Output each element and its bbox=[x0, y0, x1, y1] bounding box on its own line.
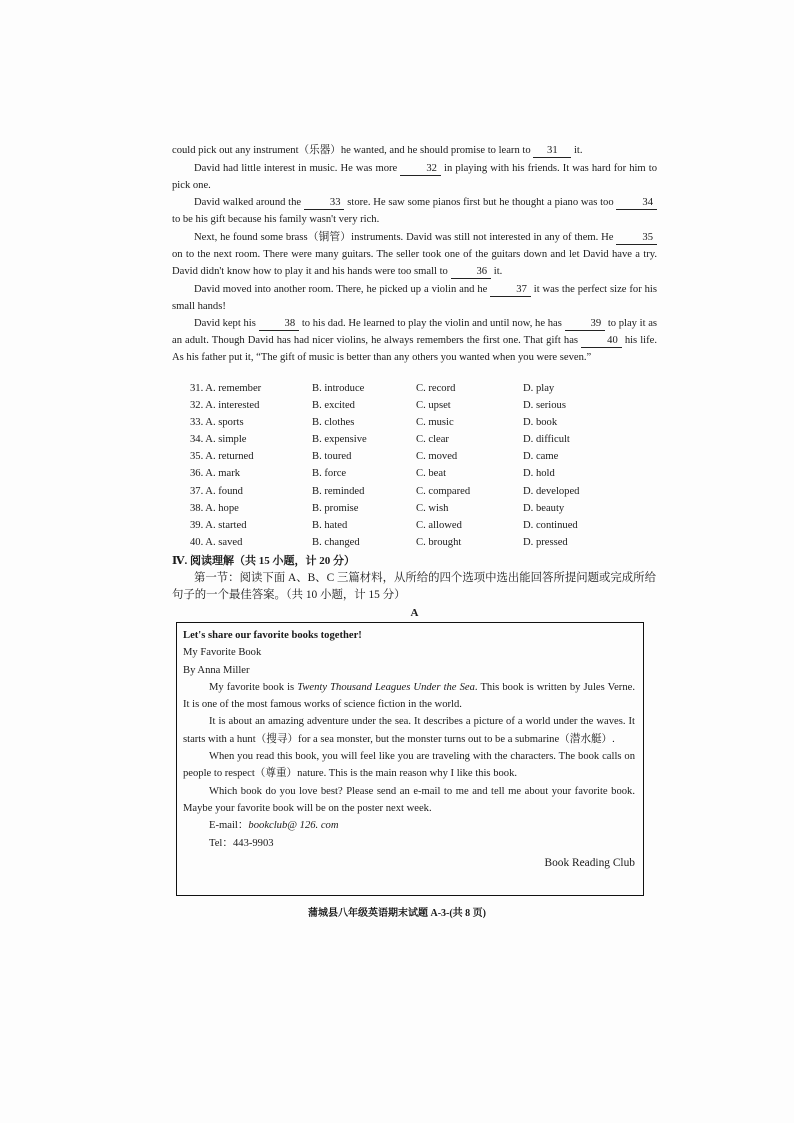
blank-39: 39 bbox=[565, 317, 606, 331]
option-row-36 bbox=[190, 468, 660, 485]
blank-40: 40 bbox=[581, 334, 622, 348]
passage-text: . This book is written by Jules Verne. It is one of the most famous works of science fiction in the world. bbox=[183, 681, 635, 711]
email-address: bookclub@ 126. com bbox=[248, 820, 339, 832]
option-b: B. force bbox=[312, 468, 347, 480]
option-c: C. music bbox=[416, 417, 454, 429]
blank-36: 36 bbox=[451, 265, 492, 279]
option-c: C. allowed bbox=[416, 519, 462, 531]
option-d: D. difficult bbox=[523, 434, 570, 446]
cloze-text: on to the next room. There were many guitars. The seller took one of the guitars down and let David have a try. David didn't know how to play it and his hands were too small to bbox=[172, 249, 657, 278]
book-heading: My Favorite Book bbox=[183, 647, 262, 659]
cloze-text: David had little interest in music. He was more bbox=[194, 163, 398, 174]
author-line: By Anna Miller bbox=[183, 664, 250, 676]
cloze-text: in playing with his friends. It was hard for him to pick one. bbox=[172, 163, 657, 192]
option-b: B. reminded bbox=[312, 485, 365, 497]
option-row-32 bbox=[190, 400, 660, 417]
cloze-text: it was the perfect size for his small hands! bbox=[172, 284, 657, 313]
option-d: D. continued bbox=[523, 519, 578, 531]
cloze-text: it. bbox=[573, 145, 583, 156]
option-b: B. promise bbox=[312, 502, 359, 514]
option-c: C. moved bbox=[416, 451, 458, 463]
cloze-text: David moved into another room. There, he picked up a violin and he bbox=[194, 284, 488, 295]
passage-paragraph-2: It is about an amazing adventure under the sea. It describes a picture of a world under the waves. It starts with a hunt（搜寻）for a sea monster, but the monster turns out to be a submarine（潜水艇）. bbox=[183, 716, 635, 745]
option-row-33 bbox=[190, 417, 660, 434]
option-row-37 bbox=[190, 486, 660, 503]
option-a: 34. A. simple bbox=[190, 434, 247, 446]
option-b: B. expensive bbox=[312, 434, 367, 446]
passage-paragraph-1 bbox=[183, 679, 635, 714]
tel-line: Tel：443-9903 bbox=[209, 837, 274, 849]
option-c: C. upset bbox=[416, 400, 451, 412]
cloze-text: store. He saw some pianos first but he thought a piano was too bbox=[347, 197, 614, 208]
cloze-text: could pick out any instrument（乐器）he wanted, and he should promise to learn to bbox=[172, 145, 531, 156]
cloze-paragraph-3 bbox=[172, 194, 657, 228]
option-a: 40. A. saved bbox=[190, 536, 243, 548]
cloze-paragraph-5 bbox=[172, 281, 657, 315]
option-a: 35. A. returned bbox=[190, 451, 254, 463]
option-c: C. brought bbox=[416, 536, 462, 548]
option-d: D. pressed bbox=[523, 536, 568, 548]
blank-32: 32 bbox=[400, 162, 441, 176]
option-d: D. play bbox=[523, 383, 555, 394]
option-d: D. book bbox=[523, 417, 558, 429]
answer-options bbox=[190, 383, 660, 554]
option-c: C. beat bbox=[416, 468, 447, 480]
option-row-39 bbox=[190, 520, 660, 537]
cloze-text: David walked around the bbox=[194, 197, 302, 208]
blank-33: 33 bbox=[304, 196, 345, 210]
passage-text: My favorite book is bbox=[209, 681, 298, 693]
option-b: B. clothes bbox=[312, 417, 355, 429]
page-footer: 蒲城县八年级英语期末试题 A-3-(共 8 页) bbox=[307, 908, 487, 919]
passage-a-box bbox=[176, 622, 644, 896]
passage-paragraph-4: Which book do you love best? Please send an e-mail to me and tell me about your favorite book. Maybe your favorite book will be on the poster next week. bbox=[183, 785, 635, 814]
option-d: D. beauty bbox=[523, 502, 565, 514]
option-c: C. compared bbox=[416, 485, 471, 497]
option-row-31 bbox=[190, 383, 660, 400]
blank-34: 34 bbox=[616, 196, 657, 210]
cloze-text: it. bbox=[493, 266, 503, 278]
cloze-paragraph-6 bbox=[172, 315, 657, 367]
cloze-text: to be his gift because his family wasn't very rich. bbox=[172, 214, 380, 226]
option-row-34 bbox=[190, 434, 660, 451]
option-d: D. serious bbox=[523, 400, 566, 412]
option-row-38 bbox=[190, 503, 660, 520]
cloze-paragraph-2 bbox=[172, 160, 657, 194]
section-heading: Ⅳ. 阅读理解（共 15 小题，计 20 分） bbox=[172, 555, 355, 567]
option-a: 33. A. sports bbox=[190, 417, 244, 429]
option-a: 36. A. mark bbox=[190, 468, 241, 480]
option-c: C. record bbox=[416, 383, 456, 394]
blank-37: 37 bbox=[490, 283, 531, 297]
option-a: 31. A. remember bbox=[190, 383, 262, 394]
option-d: D. developed bbox=[523, 485, 580, 497]
option-d: D. came bbox=[523, 451, 559, 463]
signature: Book Reading Club bbox=[544, 856, 635, 869]
section-instruction: 第一节：阅读下面 A、B、C 三篇材料，从所给的四个选项中选出能回答所提问题或完成所给句子的一个最佳答案。（共 10 小题，计 15 分） bbox=[172, 572, 656, 601]
option-b: B. hated bbox=[312, 519, 348, 531]
cloze-paragraph-1 bbox=[172, 142, 657, 159]
passage-paragraph-3: When you read this book, you will feel like you are traveling with the characters. The book calls on people to respect（尊重）nature. This is the main reason why I like this book. bbox=[183, 751, 635, 780]
cloze-text: David kept his bbox=[194, 318, 256, 329]
cloze-text: his life. As his father put it, “The gift of music is better than any others you wanted when you were seven.” bbox=[172, 335, 658, 364]
book-title: Twenty Thousand Leagues Under the Sea bbox=[297, 681, 475, 693]
option-b: B. toured bbox=[312, 451, 352, 463]
option-a: 39. A. started bbox=[190, 519, 247, 531]
blank-35: 35 bbox=[616, 231, 657, 245]
email-line bbox=[183, 817, 635, 834]
blank-38: 38 bbox=[259, 317, 300, 331]
option-c: C. clear bbox=[416, 434, 449, 446]
option-b: B. excited bbox=[312, 400, 355, 412]
option-c: C. wish bbox=[416, 502, 449, 514]
cloze-text: Next, he found some brass（铜管）instruments. David was still not interested in any of them. He bbox=[194, 232, 614, 243]
option-b: B. changed bbox=[312, 536, 360, 548]
option-a: 32. A. interested bbox=[190, 400, 260, 412]
email-label: E-mail： bbox=[209, 820, 249, 832]
cloze-text: to play it as an adult. Though David has had nicer violins, he always remembers the first one. That gift has bbox=[172, 318, 658, 347]
option-a: 38. A. hope bbox=[190, 502, 239, 514]
option-a: 37. A. found bbox=[190, 485, 243, 497]
cloze-text: to his dad. He learned to play the violin and until now, he has bbox=[301, 318, 562, 329]
passage-title: Let's share our favorite books together! bbox=[183, 630, 362, 641]
option-b: B. introduce bbox=[312, 383, 365, 394]
option-row-40 bbox=[190, 537, 660, 554]
cloze-paragraph-4 bbox=[172, 229, 657, 281]
passage-label: A bbox=[410, 607, 419, 619]
option-row-35 bbox=[190, 451, 660, 468]
blank-31: 31 bbox=[533, 144, 571, 158]
option-d: D. hold bbox=[523, 468, 555, 480]
